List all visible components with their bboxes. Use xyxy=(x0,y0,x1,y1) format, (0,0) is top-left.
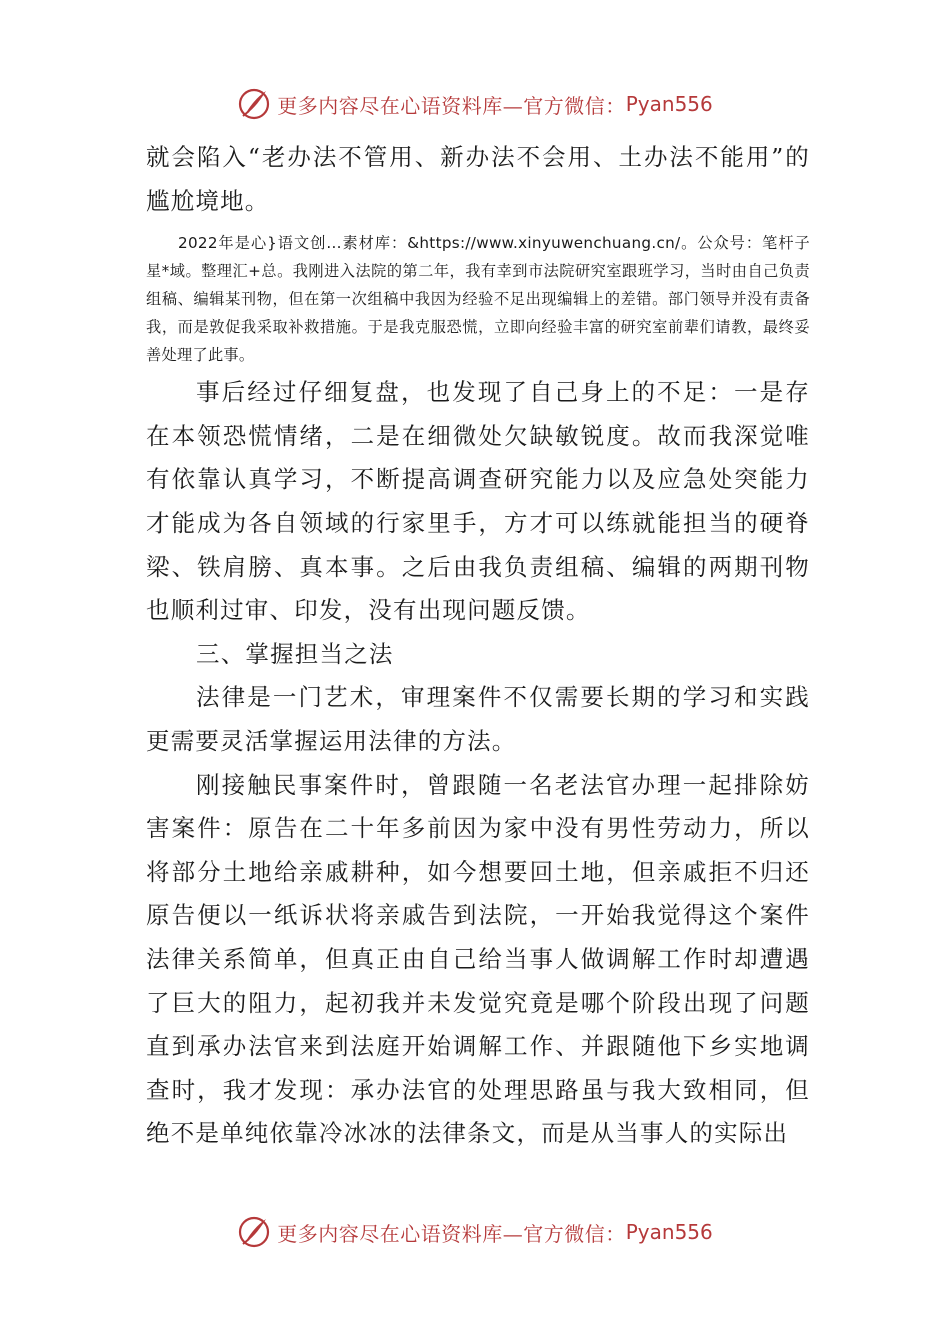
quill-logo-icon xyxy=(237,87,271,121)
banner-text: 更多内容尽在心语资料库—官方微信： xyxy=(277,93,626,118)
section-heading: 三、掌握担当之法 xyxy=(196,639,394,668)
document-body xyxy=(146,136,810,1156)
banner-wechat-id: Pyan556 xyxy=(625,92,713,116)
footer-banner xyxy=(0,1212,950,1252)
paragraph: 法律是一门艺术，审理案件不仅需要长期的学习和实践更需要灵活掌握运用法律的方法。 xyxy=(146,683,810,755)
quill-logo-icon xyxy=(237,1215,271,1249)
watermark-note: 2022年是心}语文创...素材库：&https://www.xinyuwenchuang.cn/。公众号：笔杆子星*域。整理汇+总。我刚进入法院的第二年，我有幸到市法院研究室跟班学习，当时由自己负责组稿、编辑某刊物，但在第一次组稿中我因为经验不足出现编辑上的差错。部门领导并没有责备我，而是敦促我采取补救措施。于是我克服恐慌，立即向经验丰富的研究室前辈们请教，最终妥善处理了此事。 xyxy=(146,234,810,365)
banner-wechat-id: Pyan556 xyxy=(625,1220,713,1244)
banner-text: 更多内容尽在心语资料库—官方微信： xyxy=(277,1221,626,1246)
paragraph: 事后经过仔细复盘，也发现了自己身上的不足：一是存在本领恐慌情绪，二是在细微处欠缺敏锐度。故而我深觉唯有依靠认真学习，不断提高调查研究能力以及应急处突能力才能成为各自领域的行家里手，方才可以练就能担当的硬脊梁、铁肩膀、真本事。之后由我负责组稿、编辑的两期刊物也顺利过审、印发，没有出现问题反馈。 xyxy=(146,378,810,625)
header-banner xyxy=(0,84,950,124)
paragraph: 刚接触民事案件时，曾跟随一名老法官办理一起排除妨害案件：原告在二十年多前因为家中没有男性劳动力，所以将部分土地给亲戚耕种，如今想要回土地，但亲戚拒不归还原告便以一纸诉状将亲戚告到法院，一开始我觉得这个案件法律关系简单，但真正由自己给当事人做调解工作时却遭遇了巨大的阻力，起初我并未发觉究竟是哪个阶段出现了问题直到承办法官来到法庭开始调解工作、并跟随他下乡实地调查时，我才发现：承办法官的处理思路虽与我大致相同，但绝不是单纯依靠冷冰冰的法律条文，而是从当事人的实际出 xyxy=(146,770,810,1148)
paragraph: 就会陷入“老办法不管用、新办法不会用、土办法不能用”的尴尬境地。 xyxy=(146,143,810,215)
